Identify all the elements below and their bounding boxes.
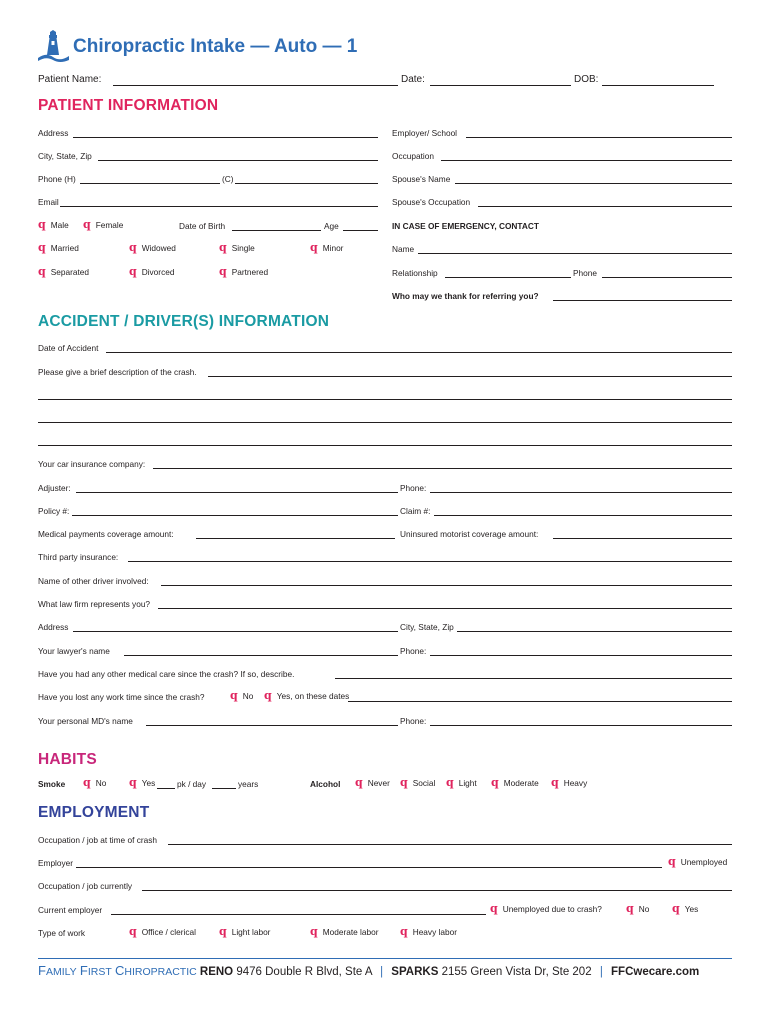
married-option[interactable] bbox=[38, 243, 79, 253]
footer bbox=[38, 963, 699, 978]
claim-field[interactable] bbox=[434, 515, 732, 516]
alcohol-social-option[interactable] bbox=[400, 778, 435, 788]
office-clerical-option[interactable] bbox=[129, 927, 196, 937]
phone-home-label: Phone (H) bbox=[38, 174, 76, 184]
occupation-at-crash-field[interactable] bbox=[168, 844, 732, 845]
emergency-phone-field[interactable] bbox=[602, 277, 732, 278]
dob-label: Date of Birth bbox=[179, 221, 226, 231]
unemployed-due-option[interactable] bbox=[490, 904, 602, 914]
adjuster-field[interactable] bbox=[76, 492, 398, 493]
accident-date-field[interactable] bbox=[106, 352, 732, 353]
employer-school-field[interactable] bbox=[466, 137, 732, 138]
referral-field[interactable] bbox=[553, 300, 732, 301]
separated-option[interactable] bbox=[38, 267, 89, 277]
lost-work-dates-field[interactable] bbox=[348, 701, 732, 702]
alcohol-never-option[interactable] bbox=[355, 778, 390, 788]
single-label: Single bbox=[231, 243, 255, 253]
checkbox-icon[interactable]: q bbox=[626, 902, 634, 915]
heavy-labor-label: Heavy labor bbox=[412, 927, 457, 937]
minor-option[interactable] bbox=[310, 243, 343, 253]
employer-label: Employer bbox=[38, 858, 74, 868]
footer-website-link[interactable]: FFCwecare.com bbox=[611, 966, 700, 978]
minor-label: Minor bbox=[322, 243, 344, 253]
checkbox-icon[interactable]: q bbox=[668, 855, 676, 868]
footer-reno-address: 9476 Double R Blvd, Ste A bbox=[236, 966, 372, 978]
smoke-no-label: No bbox=[95, 778, 107, 788]
checkbox-icon[interactable]: q bbox=[83, 776, 91, 789]
checkbox-icon[interactable]: q bbox=[219, 241, 227, 254]
married-label: Married bbox=[50, 243, 79, 253]
checkbox-icon[interactable]: q bbox=[129, 265, 137, 278]
insurance-company-label: Your car insurance company: bbox=[38, 459, 146, 469]
other-driver-label: Name of other driver involved: bbox=[38, 576, 149, 586]
checkbox-icon[interactable]: q bbox=[490, 902, 498, 915]
lighthouse-logo-icon bbox=[36, 30, 70, 64]
current-employer-field[interactable] bbox=[111, 914, 486, 915]
email-label: Email bbox=[38, 197, 59, 207]
checkbox-icon[interactable]: q bbox=[38, 265, 46, 278]
light-labor-option[interactable] bbox=[219, 927, 270, 937]
spouse-name-field[interactable] bbox=[455, 183, 732, 184]
dob-label: DOB: bbox=[574, 74, 599, 85]
habits-heading: HABITS bbox=[38, 751, 97, 768]
emergency-name-label: Name bbox=[392, 244, 415, 254]
checkbox-icon[interactable]: q bbox=[672, 902, 680, 915]
date-field[interactable] bbox=[430, 85, 571, 86]
checkbox-icon[interactable]: q bbox=[230, 689, 238, 702]
medpay-label: Medical payments coverage amount: bbox=[38, 529, 174, 539]
city-state-zip-label: City, State, Zip bbox=[38, 151, 92, 161]
male-label: Male bbox=[50, 220, 69, 230]
partnered-label: Partnered bbox=[231, 267, 269, 277]
smoke-label: Smoke bbox=[38, 779, 66, 789]
third-party-field[interactable] bbox=[128, 561, 732, 562]
unemployed-due-yes-option[interactable] bbox=[672, 904, 698, 914]
lawyer-name-label: Your lawyer's name bbox=[38, 646, 110, 656]
pk-day-label: pk / day bbox=[177, 779, 207, 789]
policy-field[interactable] bbox=[72, 515, 398, 516]
phone-cell-field[interactable] bbox=[235, 183, 378, 184]
checkbox-icon[interactable]: q bbox=[551, 776, 559, 789]
adjuster-phone-label: Phone: bbox=[400, 483, 427, 493]
type-of-work-label: Type of work bbox=[38, 928, 86, 938]
third-party-label: Third party insurance: bbox=[38, 552, 119, 562]
footer-sparks-address: 2155 Green Vista Dr, Ste 202 bbox=[441, 966, 592, 978]
lost-work-no-option[interactable] bbox=[230, 691, 253, 701]
employer-school-label: Employer/ School bbox=[392, 128, 458, 138]
widowed-label: Widowed bbox=[141, 243, 176, 253]
age-field[interactable] bbox=[343, 230, 378, 231]
footer-sparks: SPARKS bbox=[391, 966, 439, 978]
accident-info-heading: ACCIDENT / DRIVER(S) INFORMATION bbox=[38, 313, 330, 330]
law-city-label: City, State, Zip bbox=[400, 622, 454, 632]
other-care-field[interactable] bbox=[335, 678, 732, 679]
employment-heading: EMPLOYMENT bbox=[38, 804, 150, 821]
patient-name-label: Patient Name: bbox=[38, 74, 102, 85]
smoke-yes-label: Yes bbox=[141, 778, 156, 788]
office-clerical-label: Office / clerical bbox=[141, 927, 196, 937]
spouse-occupation-label: Spouse's Occupation bbox=[392, 197, 471, 207]
checkbox-icon[interactable]: q bbox=[219, 265, 227, 278]
checkbox-icon[interactable]: q bbox=[310, 241, 318, 254]
unemployed-due-yes-label: Yes bbox=[684, 904, 699, 914]
employer-field[interactable] bbox=[76, 867, 662, 868]
adjuster-label: Adjuster: bbox=[38, 483, 71, 493]
checkbox-icon[interactable]: q bbox=[83, 218, 91, 231]
other-driver-field[interactable] bbox=[161, 585, 732, 586]
email-field[interactable] bbox=[60, 206, 378, 207]
referral-label: Who may we thank for referring you? bbox=[392, 291, 539, 301]
emergency-contact-heading: IN CASE OF EMERGENCY, CONTACT bbox=[392, 221, 539, 231]
occupation-at-crash-label: Occupation / job at time of crash bbox=[38, 835, 157, 845]
adjuster-phone-field[interactable] bbox=[430, 492, 732, 493]
unemployed-due-no-option[interactable] bbox=[626, 904, 649, 914]
lost-work-yes-label: Yes, on these dates bbox=[276, 691, 350, 701]
law-address-label: Address bbox=[38, 622, 69, 632]
occupation-label: Occupation bbox=[392, 151, 434, 161]
checkbox-icon[interactable]: q bbox=[129, 241, 137, 254]
checkbox-icon[interactable]: q bbox=[355, 776, 363, 789]
checkbox-icon[interactable]: q bbox=[129, 776, 137, 789]
light-labor-label: Light labor bbox=[231, 927, 271, 937]
law-firm-field[interactable] bbox=[158, 608, 732, 609]
checkbox-icon[interactable]: q bbox=[400, 776, 408, 789]
insurance-company-field[interactable] bbox=[153, 468, 732, 469]
lost-work-no-label: No bbox=[242, 691, 254, 701]
alcohol-moderate-option[interactable] bbox=[491, 778, 539, 788]
patient-name-field[interactable] bbox=[113, 85, 398, 86]
alcohol-light-option[interactable] bbox=[446, 778, 477, 788]
divorced-label: Divorced bbox=[141, 267, 175, 277]
description-label: Please give a brief description of the crash. bbox=[38, 367, 197, 377]
current-occupation-field[interactable] bbox=[142, 890, 732, 891]
uninsured-field[interactable] bbox=[553, 538, 732, 539]
emergency-phone-label: Phone bbox=[573, 268, 597, 278]
law-address-field[interactable] bbox=[73, 631, 398, 632]
moderate-labor-label: Moderate labor bbox=[322, 927, 379, 937]
uninsured-label: Uninsured motorist coverage amount: bbox=[400, 529, 539, 539]
divorced-option[interactable] bbox=[129, 267, 174, 277]
date-label: Date: bbox=[401, 74, 425, 85]
md-phone-label: Phone: bbox=[400, 716, 427, 726]
alcohol-label: Alcohol bbox=[310, 779, 341, 789]
description-line[interactable] bbox=[38, 422, 732, 423]
unemployed-option[interactable] bbox=[668, 857, 727, 867]
unemployed-due-label: Unemployed due to crash? bbox=[502, 904, 602, 914]
spouse-name-label: Spouse's Name bbox=[392, 174, 451, 184]
lost-work-yes-option[interactable] bbox=[264, 691, 349, 701]
spouse-occupation-field[interactable] bbox=[478, 206, 732, 207]
footer-separator: | bbox=[380, 966, 384, 978]
social-label: Social bbox=[412, 778, 436, 788]
years-field[interactable] bbox=[212, 788, 236, 789]
lawyer-name-field[interactable] bbox=[124, 655, 398, 656]
checkbox-icon[interactable]: q bbox=[491, 776, 499, 789]
years-label: years bbox=[238, 779, 259, 789]
smoke-yes-option[interactable] bbox=[129, 778, 155, 788]
description-line[interactable] bbox=[38, 445, 732, 446]
current-occupation-label: Occupation / job currently bbox=[38, 881, 133, 891]
female-option[interactable] bbox=[83, 220, 123, 230]
other-care-label: Have you had any other medical care since the crash? If so, describe. bbox=[38, 669, 295, 679]
address-label: Address bbox=[38, 128, 69, 138]
moderate-labor-option[interactable] bbox=[310, 927, 379, 937]
age-label: Age bbox=[324, 221, 339, 231]
city-state-zip-field[interactable] bbox=[98, 160, 378, 161]
lawyer-phone-label: Phone: bbox=[400, 646, 427, 656]
smoke-no-option[interactable] bbox=[83, 778, 106, 788]
claim-label: Claim #: bbox=[400, 506, 431, 516]
footer-brand: FAMILY FIRST CHIROPRACTIC bbox=[38, 963, 197, 978]
phone-cell-label: (C) bbox=[222, 174, 234, 184]
law-city-field[interactable] bbox=[457, 631, 732, 632]
phone-home-field[interactable] bbox=[80, 183, 220, 184]
heavy-labor-option[interactable] bbox=[400, 927, 457, 937]
single-option[interactable] bbox=[219, 243, 255, 253]
heavy-label: Heavy bbox=[563, 778, 588, 788]
accident-date-label: Date of Accident bbox=[38, 343, 99, 353]
description-line[interactable] bbox=[38, 399, 732, 400]
partnered-option[interactable] bbox=[219, 267, 268, 277]
personal-md-field[interactable] bbox=[146, 725, 398, 726]
relationship-field[interactable] bbox=[445, 277, 571, 278]
never-label: Never bbox=[367, 778, 390, 788]
policy-label: Policy #: bbox=[38, 506, 70, 516]
medpay-field[interactable] bbox=[196, 538, 395, 539]
emergency-name-field[interactable] bbox=[418, 253, 732, 254]
patient-info-heading: PATIENT INFORMATION bbox=[38, 97, 219, 114]
lawyer-phone-field[interactable] bbox=[430, 655, 732, 656]
pk-day-field[interactable] bbox=[157, 788, 175, 789]
checkbox-icon[interactable]: q bbox=[264, 689, 272, 702]
checkbox-icon[interactable]: q bbox=[219, 925, 227, 938]
footer-reno: RENO bbox=[199, 966, 234, 978]
description-field[interactable] bbox=[208, 376, 732, 377]
dob-field[interactable] bbox=[602, 85, 714, 86]
occupation-field[interactable] bbox=[441, 160, 732, 161]
unemployed-label: Unemployed bbox=[680, 857, 728, 867]
lost-work-label: Have you lost any work time since the crash? bbox=[38, 692, 205, 702]
relationship-label: Relationship bbox=[392, 268, 438, 278]
widowed-option[interactable] bbox=[129, 243, 176, 253]
md-phone-field[interactable] bbox=[430, 725, 732, 726]
separated-label: Separated bbox=[50, 267, 89, 277]
light-label: Light bbox=[458, 778, 477, 788]
checkbox-icon[interactable]: q bbox=[129, 925, 137, 938]
unemployed-due-no-label: No bbox=[638, 904, 650, 914]
male-option[interactable] bbox=[38, 220, 69, 230]
dob-field[interactable] bbox=[232, 230, 321, 231]
moderate-label: Moderate bbox=[503, 778, 539, 788]
alcohol-heavy-option[interactable] bbox=[551, 778, 587, 788]
law-firm-label: What law firm represents you? bbox=[38, 599, 151, 609]
checkbox-icon[interactable]: q bbox=[310, 925, 318, 938]
footer-divider bbox=[38, 958, 732, 959]
female-label: Female bbox=[95, 220, 124, 230]
checkbox-icon[interactable]: q bbox=[38, 241, 46, 254]
page-title: Chiropractic Intake — Auto — 1 bbox=[73, 36, 358, 57]
address-field[interactable] bbox=[73, 137, 378, 138]
checkbox-icon[interactable]: q bbox=[446, 776, 454, 789]
checkbox-icon[interactable]: q bbox=[400, 925, 408, 938]
checkbox-icon[interactable]: q bbox=[38, 218, 46, 231]
personal-md-label: Your personal MD's name bbox=[38, 716, 133, 726]
current-employer-label: Current employer bbox=[38, 905, 103, 915]
footer-separator: | bbox=[599, 966, 603, 978]
